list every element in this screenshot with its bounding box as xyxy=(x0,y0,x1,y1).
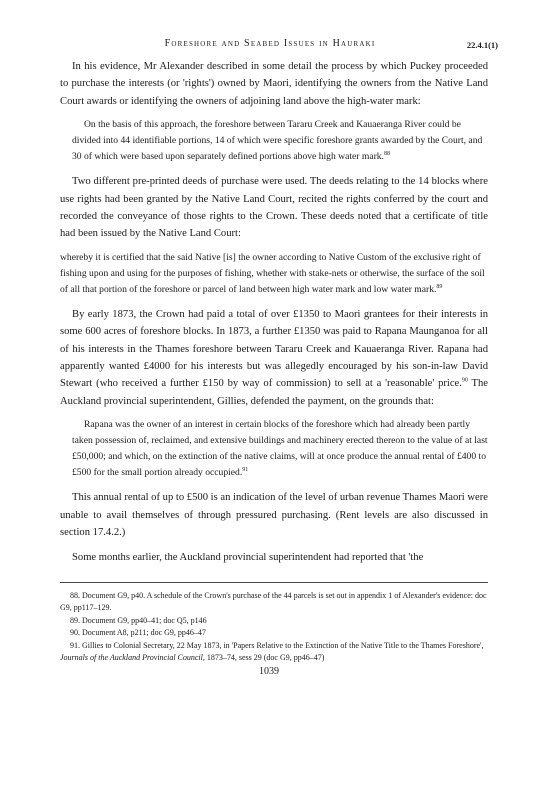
footnote-marker-88: 88 xyxy=(383,151,390,158)
footnote-marker-90: 90 xyxy=(461,377,468,384)
footnote-91-text: 91. Gillies to Colonial Secretary, 22 May 1873, in 'Papers Relative to the Extinction of the Native Title to the Thames Foreshore', xyxy=(70,640,484,650)
body-text xyxy=(60,58,488,573)
footnote-90: 90. Document A8, p211; doc G9, pp46–47 xyxy=(70,628,206,638)
block-quote-3 xyxy=(72,417,488,481)
block-quote-1-text: On the basis of this approach, the foreshore between Tararu Creek and Kauaeranga River could be divided into 44 identifiable portions, 14 of which were specific foreshore grants awarded by the Court, and 30 of which were based upon separately defined portions above high water mark. xyxy=(72,119,483,163)
footnote-marker-91: 91 xyxy=(242,467,249,474)
paragraph-2: Two different pre-printed deeds of purchase were used. The deeds relating to the 14 blocks where use rights had been granted by the Native Land Court, recited the rights conferred by the court and recorded the conveyance of those rights to the Crown. These deeds noted that a certificate of title had been issued by the Native Land Court: xyxy=(60,176,488,240)
paragraph-1: In his evidence, Mr Alexander described in some detail the process by which Puckey proceeded to purchase the interests (or 'rights') owned by Maori, identifying the owners from the Native Land Court awards or identifying the owners of adjoining land above the high-water mark: xyxy=(60,61,488,107)
paragraph-3-part-2: The Auckland provincial superintendent, Gillies, defended the payment, on the grounds that: xyxy=(60,378,488,407)
footnote-91-journal: Journals of the Auckland Provincial Council xyxy=(60,653,203,663)
footnote-91-citation: , 1873–74, sess 29 (doc G9, pp46–47) xyxy=(202,653,325,663)
footnote-91 xyxy=(60,640,488,665)
block-quote-3-text: Rapana was the owner of an interest in certain blocks of the foreshore which had already been partly taken possession of, reclaimed, and extensive buildings and machinery erected thereon to the value of at last £50,000; and which, on the extinction of the native claims, will at once produce the annual rental of £400 to £500 for the small portion already occupied. xyxy=(72,419,488,479)
paragraph-3-part-1: By early 1873, the Crown had paid a total of over £1350 to Maori grantees for their interests in some 600 acres of foreshore blocks. In 1873, a further £1350 was paid to Rapana Maunganoa for all of his interests in the Thames foreshore between Tararu Creek and Kauaeranga River. Rapana had apparently wanted £4000 for his interests but was allegedly encouraged by his son-in-law David Stewart (who received a further £150 by way of commission) to sell at a 'reasonable' price. xyxy=(60,308,488,390)
footnote-88: 88. Document G9, p40. A schedule of the Crown's purchase of the 44 parcels is set out in appendix 1 of Alexander's evidence: doc G9, pp117–129. xyxy=(60,591,487,613)
footnote-divider xyxy=(60,582,488,583)
paragraph-4: This annual rental of up to £500 is an indication of the level of urban revenue Thames Maori were unable to avail themselves of through pressured purchasing. (Rent levels are also discussed in section 17.4.2.) xyxy=(60,492,488,539)
block-quote-2-text: whereby it is certified that the said Native [is] the owner according to Native Custom of the exclusive right of fishing upon and using for the purposes of fishing, whether with stake-nets or otherwise, the surface of the soil of all that portion of the foreshore or parcel of land between high water mark and low water mark. xyxy=(60,251,485,295)
block-quote-2 xyxy=(60,250,488,298)
footnote-89: 89. Document G9, pp40–41; doc Q5, p146 xyxy=(70,615,207,625)
block-quote-1 xyxy=(72,117,488,165)
section-reference: 22.4.1(1) xyxy=(466,40,498,50)
page-number: 1039 xyxy=(259,666,279,677)
paragraph-5: Some months earlier, the Auckland provincial superintendent had reported that 'the xyxy=(72,551,424,563)
footnote-marker-89: 89 xyxy=(436,283,443,290)
running-title: Foreshore and Seabed Issues in Hauraki xyxy=(164,38,376,49)
footnotes xyxy=(60,590,488,664)
paragraph-3 xyxy=(60,306,488,410)
